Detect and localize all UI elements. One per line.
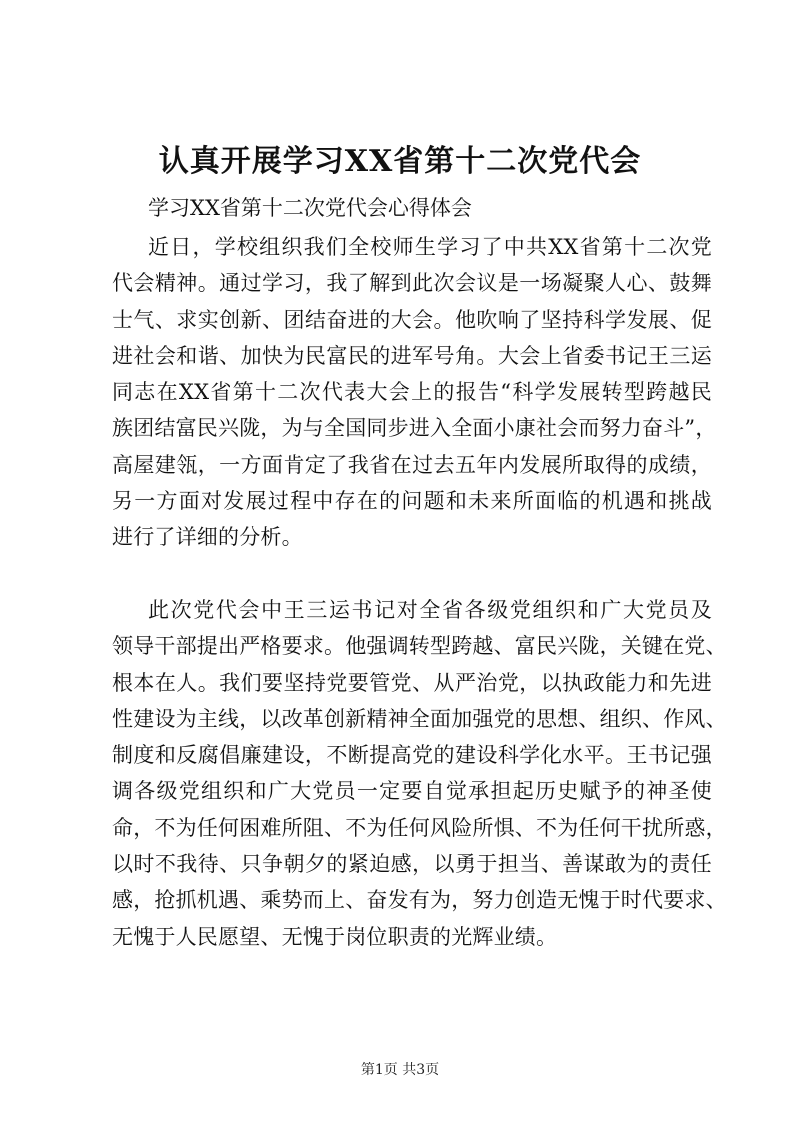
paragraph-line: 制度和反腐倡廉建设，不断提高党的建设科学化水平。王书记强 (112, 743, 712, 768)
paragraph-line: 性建设为主线，以改革创新精神全面加强党的思想、组织、作风、 (112, 706, 727, 731)
document-title: 认真开展学习XX省第十二次党代会 (158, 144, 642, 179)
paragraph-line: 无愧于人民愿望、无愧于岗位职责的光辉业绩。 (112, 924, 558, 949)
paragraph-line: 根本在人。我们要坚持党要管党、从严治党，以执政能力和先进 (112, 670, 712, 695)
paragraph-line: 高屋建瓴，一方面肯定了我省在过去五年内发展所取得的成绩， (112, 452, 712, 477)
document-subtitle: 学习XX省第十二次党代会心得体会 (148, 196, 472, 220)
paragraph-line: 调各级党组织和广大党员一定要自觉承担起历史赋予的神圣使 (112, 779, 712, 804)
paragraph-line: 命，不为任何困难所阻、不为任何风险所惧、不为任何干扰所惑， (112, 815, 727, 840)
paragraph-line: 进社会和谐、加快为民富民的进军号角。大会上省委书记王三运 (112, 343, 712, 368)
body-paragraph-2 (112, 592, 727, 955)
paragraph-line: 同志在XX省第十二次代表大会上的报告“科学发展转型跨越民 (112, 380, 712, 405)
paragraph-line: 族团结富民兴陇，为与全国同步进入全面小康社会而努力奋斗”， (112, 416, 717, 441)
paragraph-line: 近日，学校组织我们全校师生学习了中共XX省第十二次党 (148, 235, 712, 259)
paragraph-line: 以时不我待、只争朝夕的紧迫感，以勇于担当、善谋敢为的责任 (112, 852, 712, 877)
paragraph-line: 此次党代会中王三运书记对全省各级党组织和广大党员及 (148, 598, 712, 622)
paragraph-line: 感，抢抓机遇、乘势而上、奋发有为，努力创造无愧于时代要求、 (112, 888, 727, 913)
paragraph-line: 进行了详细的分析。 (112, 525, 303, 550)
paragraph-line: 领导干部提出严格要求。他强调转型跨越、富民兴陇，关键在党、 (112, 634, 727, 659)
paragraph-line: 士气、求实创新、团结奋进的大会。他吹响了坚持科学发展、促 (112, 307, 712, 332)
paragraph-line: 代会精神。通过学习，我了解到此次会议是一场凝聚人心、鼓舞 (112, 271, 712, 296)
paragraph-line: 另一方面对发展过程中存在的问题和未来所面临的机遇和挑战 (112, 489, 712, 514)
page-number-footer: 第1页 共3页 (360, 1062, 440, 1078)
body-paragraph-1 (112, 229, 717, 556)
